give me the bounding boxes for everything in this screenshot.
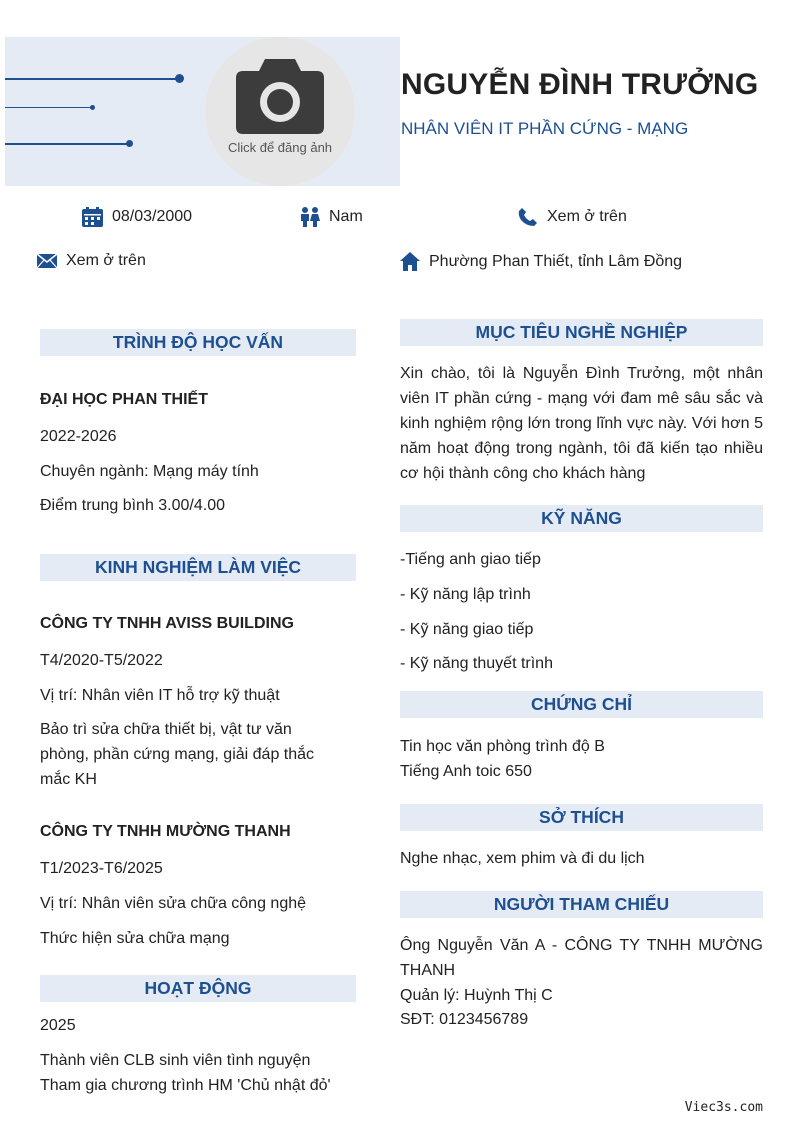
reference-line: SĐT: 0123456789	[400, 1011, 529, 1028]
contact-email	[37, 252, 146, 270]
education-school: ĐẠI HỌC PHAN THIẾT	[40, 391, 208, 408]
decorative-line	[5, 78, 180, 80]
education-gpa: Điểm trung bình 3.00/4.00	[40, 497, 226, 514]
job-description: Thức hiện sửa chữa mạng	[40, 930, 230, 947]
job-position: Vị trí: Nhân viên sửa chữa công nghệ	[40, 895, 307, 912]
activities-year: 2025	[40, 1017, 76, 1034]
skill-item: - Kỹ năng giao tiếp	[400, 621, 534, 638]
decorative-line	[5, 107, 92, 108]
job-period: T1/2023-T6/2025	[40, 860, 163, 877]
phone-icon	[518, 207, 538, 227]
activities-line: Thành viên CLB sinh viên tình nguyện	[40, 1052, 311, 1069]
job-title: NHÂN VIÊN IT PHẦN CỨNG - MẠNG	[401, 119, 689, 138]
address-value: Phường Phan Thiết, tỉnh Lâm Đồng	[429, 252, 683, 270]
contact-phone	[518, 207, 627, 227]
section-title-skills: KỸ NĂNG	[400, 505, 763, 532]
dob-value: 08/03/2000	[112, 208, 193, 225]
section-title-references: NGƯỜI THAM CHIẾU	[400, 891, 763, 918]
calendar-icon	[82, 207, 103, 227]
skill-item: -Tiếng anh giao tiếp	[400, 551, 541, 568]
footer-brand: Viec3s.com	[684, 1100, 763, 1115]
gender-icon	[300, 207, 320, 227]
skill-item: - Kỹ năng lập trình	[400, 586, 531, 603]
email-icon	[37, 253, 57, 269]
contact-address	[400, 252, 682, 271]
decorative-dot	[126, 140, 133, 147]
home-icon	[400, 252, 420, 271]
job-company: CÔNG TY TNHH AVISS BUILDING	[40, 615, 294, 632]
section-title-experience: KINH NGHIỆM LÀM VIỆC	[40, 554, 356, 581]
reference-line: Ông Nguyễn Văn A - CÔNG TY TNHH MƯỜNG THANH	[400, 937, 763, 979]
certificate-item: Tiếng Anh toic 650	[400, 763, 532, 780]
skill-item: - Kỹ năng thuyết trình	[400, 655, 553, 672]
phone-value: Xem ở trên	[547, 208, 627, 225]
certificate-item: Tin học văn phòng trình độ B	[400, 738, 605, 755]
objective-text: Xin chào, tôi là Nguyễn Đình Trưởng, một nhân viên IT phần cứng - mạng với đam mê sâu sắc và kinh nghiệm rộng lớn trong lĩnh vực này. Với hơn 5 năm hoạt động trong ngành, tôi đã kiến tạo nhiều cơ hội thành công cho khách hàng	[400, 365, 763, 482]
decorative-line	[5, 143, 129, 145]
gender-value: Nam	[329, 208, 363, 225]
photo-upload-label: Click để đăng ảnh	[227, 140, 333, 155]
activities-line: Tham gia chương trình HM 'Chủ nhật đỏ'	[40, 1077, 331, 1094]
job-period: T4/2020-T5/2022	[40, 652, 163, 669]
section-title-objective: MỤC TIÊU NGHỀ NGHIỆP	[400, 319, 763, 346]
hobbies-text: Nghe nhạc, xem phim và đi du lịch	[400, 850, 645, 867]
job-company: CÔNG TY TNHH MƯỜNG THANH	[40, 823, 291, 840]
contact-dob	[82, 207, 192, 227]
camera-icon	[235, 57, 325, 135]
photo-upload[interactable]	[205, 37, 355, 186]
email-value: Xem ở trên	[66, 252, 146, 269]
decorative-dot	[90, 105, 95, 110]
job-description: Bảo trì sửa chữa thiết bị, vật tư văn phòng, phần cứng mạng, giải đáp thắc mắc KH	[40, 721, 315, 788]
job-position: Vị trí: Nhân viên IT hỗ trợ kỹ thuật	[40, 687, 280, 704]
section-title-hobbies: SỞ THÍCH	[400, 804, 763, 831]
candidate-name: NGUYỄN ĐÌNH TRƯỞNG	[401, 68, 759, 101]
decorative-dot	[175, 74, 184, 83]
education-years: 2022-2026	[40, 428, 117, 445]
contact-gender	[300, 207, 363, 227]
section-title-activities: HOẠT ĐỘNG	[40, 975, 356, 1002]
reference-line: Quản lý: Huỳnh Thị C	[400, 987, 553, 1004]
section-title-education: TRÌNH ĐỘ HỌC VẤN	[40, 329, 356, 356]
section-title-certificates: CHỨNG CHỈ	[400, 691, 763, 718]
education-major: Chuyên ngành: Mạng máy tính	[40, 463, 259, 480]
